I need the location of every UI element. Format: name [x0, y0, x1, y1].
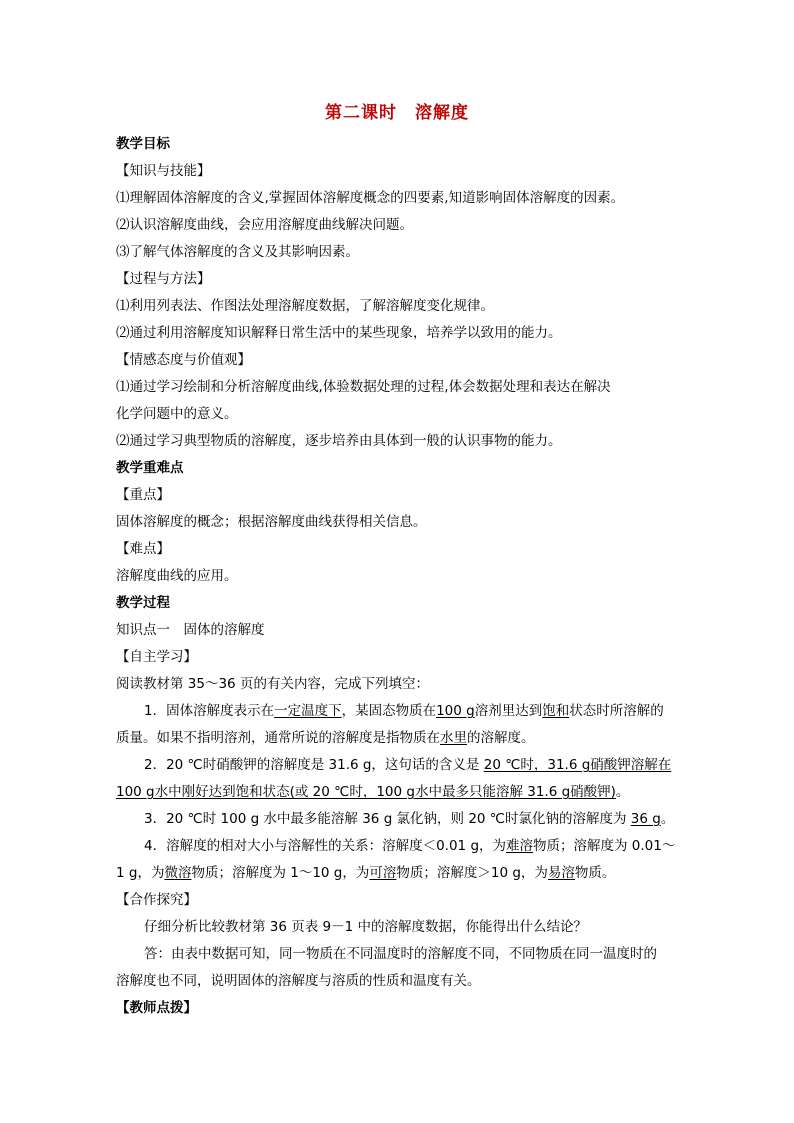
difficult-text: 溶解度曲线的应用。 — [116, 568, 238, 584]
q1-blank-saturated: 饱和 — [542, 703, 570, 719]
q2-answer-part-2: 100 g水中刚好达到饱和状态(或 20 ℃时，100 g水中最多只能溶解 31.6 g硝酸钾) — [116, 784, 616, 800]
cooperation-question: 仔细分析比较教材第 36 页表 9－1 中的溶解度数据，你能得出什么结论？ — [144, 919, 588, 935]
q4-blank-soluble: 可溶 — [369, 865, 397, 881]
question-4-line-1 — [144, 836, 714, 856]
q1-blank-solvent-mass: 100 g — [436, 703, 475, 719]
answer-line-1: 答：由表中数据可知，同一物质在不同温度时的溶解度不同，不同物质在同一温度时的 — [144, 946, 657, 962]
knowledge-item-1: ⑴理解固体溶解度的含义,掌握固体溶解度概念的四要素,知道影响固体溶解度的因素。 — [116, 190, 625, 206]
emotion-item-1-line-1: ⑴通过学习绘制和分析溶解度曲线,体验数据处理的过程,体会数据处理和表达在解决 — [116, 379, 611, 395]
q1-line2-c: 的溶解度。 — [467, 730, 535, 746]
process-heading: 教学过程 — [116, 595, 170, 611]
question-2-line-2 — [116, 782, 686, 802]
q4-blank-easily-soluble: 易溶 — [547, 865, 575, 881]
emotion-label: 【情感态度与价值观】 — [116, 352, 251, 368]
q2-answer-part-1: 20 ℃时，31.6 g硝酸钾溶解在 — [483, 757, 672, 773]
process-item-2: ⑵通过利用溶解度知识解释日常生活中的某些现象，培养学以致用的能力。 — [116, 325, 562, 341]
cooperation-label: 【合作探究】 — [116, 892, 197, 908]
emotion-item-2: ⑵通过学习典型物质的溶解度，逐步培养由具体到一般的认识事物的能力。 — [116, 433, 562, 449]
q2-end: 。 — [615, 784, 630, 800]
q4-blank-slightly-soluble: 微溶 — [164, 865, 192, 881]
question-1-line-1 — [144, 701, 714, 721]
q3-text-c: 。 — [660, 811, 675, 827]
q4-text-a: 4．溶解度的相对大小与溶解性的关系：溶解度＜0.01 g，为 — [144, 838, 507, 854]
q1-blank-water: 水里 — [440, 730, 467, 746]
q1-text-c: ，某固态物质在 — [341, 703, 437, 719]
q4-blank-insoluble: 难溶 — [506, 838, 534, 854]
question-3 — [144, 809, 714, 829]
question-1-line-2 — [116, 728, 686, 748]
q1-blank-temperature: 一定温度下 — [274, 703, 342, 719]
page-title: 第二课时 溶解度 — [325, 103, 469, 123]
knowledge-item-2: ⑵认识溶解度曲线，会应用溶解度曲线解决问题。 — [116, 217, 413, 233]
answer-line-2: 溶解度也不同，说明固体的溶解度与溶质的性质和温度有关。 — [116, 973, 481, 989]
q1-line2-a: 质量。如果不指明溶剂，通常所说的溶解度是指物质在 — [116, 730, 440, 746]
q4-line2-a: 1 g，为 — [116, 865, 165, 881]
reading-instruction: 阅读教材第 35～36 页的有关内容，完成下列填空： — [116, 676, 429, 692]
knowledge-item-3: ⑶了解气体溶解度的含义及其影响因素。 — [116, 244, 359, 260]
emotion-item-1-line-2: 化学问题中的意义。 — [116, 406, 238, 422]
q1-text-e: 溶剂里达到 — [474, 703, 543, 719]
objectives-heading: 教学目标 — [116, 136, 170, 152]
q4-line2-e: 物质；溶解度＞10 g，为 — [396, 865, 548, 881]
q4-line2-g: 物质。 — [574, 865, 616, 881]
teacher-tips-label: 【教师点拨】 — [116, 1000, 197, 1016]
question-4-line-2 — [116, 863, 686, 883]
key-points-heading: 教学重难点 — [116, 460, 184, 476]
q1-text-g: 状态时所溶解的 — [569, 703, 664, 719]
q4-text-c: 物质；溶解度为 0.01～ — [533, 838, 676, 854]
q1-text-a: 1．固体溶解度表示在 — [144, 703, 275, 719]
process-item-1: ⑴利用列表法、作图法处理溶解度数据，了解溶解度变化规律。 — [116, 298, 494, 314]
self-study-label: 【自主学习】 — [116, 649, 197, 665]
q3-answer: 36 g — [630, 811, 661, 827]
knowledge-point-1: 知识点一 固体的溶解度 — [116, 622, 265, 638]
q2-text-a: 2．20 ℃时硝酸钾的溶解度是 31.6 g，这句话的含义是 — [144, 757, 484, 773]
key-text: 固体溶解度的概念；根据溶解度曲线获得相关信息。 — [116, 514, 427, 530]
difficult-label: 【难点】 — [116, 541, 170, 557]
q4-line2-c: 物质；溶解度为 1～10 g，为 — [191, 865, 370, 881]
question-2-line-1 — [144, 755, 714, 775]
knowledge-label: 【知识与技能】 — [116, 163, 211, 179]
process-label: 【过程与方法】 — [116, 271, 211, 287]
key-label: 【重点】 — [116, 487, 170, 503]
q3-text-a: 3．20 ℃时 100 g 水中最多能溶解 36 g 氯化钠，则 20 ℃时氯化钠的溶解度为 — [144, 811, 631, 827]
